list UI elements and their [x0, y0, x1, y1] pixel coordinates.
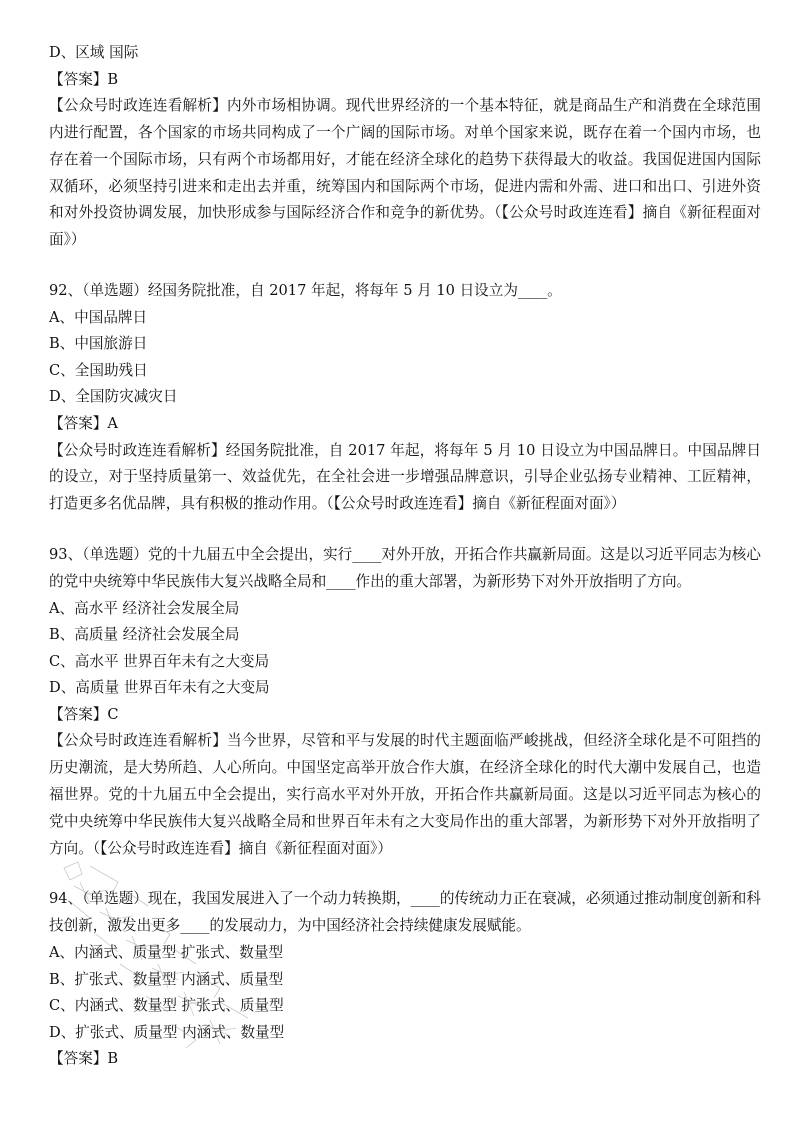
question-gap [49, 254, 761, 278]
q93-option-c: C、高水平 世界百年未有之大变局 [49, 652, 270, 670]
q94-option-c: C、内涵式、数量型 扩张式、质量型 [49, 997, 284, 1015]
q94-stem: 94、（单选题）现在，我国发展进入了一个动力转换期，____的传统动力正在衰减，必须通过推动制度创新和科技创新，激发出更多____的发展动力，为中国经济社会持续健康发展赋能。 [49, 890, 761, 935]
q93-option-d: D、高质量 世界百年未有之大变局 [49, 679, 270, 697]
q92-stem: 92、（单选题）经国务院批准，自 2017 年起，将每年 5 月 10 日设立为____。 [49, 281, 562, 299]
q93-option-b: B、高质量 经济社会发展全局 [49, 626, 240, 644]
q93-stem: 93、（单选题）党的十九届五中全会提出，实行____对外开放，开拓合作共赢新局面。这是以习近平同志为核心的党中央统筹中华民族伟大复兴战略全局和____作出的重大部署，为新形势下对外开放指明了方向。 [49, 545, 761, 590]
q92-option-c: C、全国助残日 [49, 361, 148, 379]
q91-answer: 【答案】B [49, 70, 119, 88]
q92-analysis: 【公众号时政连连看解析】经国务院批准，自 2017 年起，将每年 5 月 10 日设立为中国品牌日。中国品牌日的设立，对于坚持质量第一、效益优先，在全社会进一步增强品牌意识，引导企业弘扬专业精神、工匠精神，打造更多名优品牌，具有积极的推动作用。（【公众号时政连连看】摘自《新征程面对面》） [49, 441, 761, 513]
q94-answer: 【答案】B [49, 1050, 119, 1068]
q93-answer: 【答案】C [49, 705, 119, 723]
question-gap [49, 862, 761, 886]
question-gap [49, 518, 761, 542]
q92-answer: 【答案】A [49, 414, 118, 432]
q94-option-b: B、扩张式、数量型 内涵式、质量型 [49, 970, 284, 988]
q92-option-d: D、全国防灾减灾日 [49, 388, 178, 406]
document-content [49, 40, 761, 1073]
q91-analysis: 【公众号时政连连看解析】内外市场相协调。现代世界经济的一个基本特征，就是商品生产和消费在全球范围内进行配置，各个国家的市场共同构成了一个广阔的国际市场。对单个国家来说，既存在着一个国内市场，也存在着一个国际市场，只有两个市场都用好，才能在经济全球化的趋势下获得最大的收益。我国促进国内国际双循环，必须坚持引进来和走出去并重，统筹国内和国际两个市场，促进内需和外需、进口和出口、引进外资和对外投资协调发展，加快形成参与国际经济合作和竞争的新优势。（【公众号时政连连看】摘自《新征程面对面》） [49, 97, 761, 249]
q92-option-a: A、中国品牌日 [49, 308, 148, 326]
q94-option-a: A、内涵式、质量型 扩张式、数量型 [49, 944, 284, 962]
q91-option-d: D、区域 国际 [49, 44, 139, 61]
q94-option-d: D、扩张式、质量型 内涵式、数量型 [49, 1023, 285, 1041]
q93-analysis: 【公众号时政连连看解析】当今世界，尽管和平与发展的时代主题面临严峻挑战，但经济全球化是不可阻挡的历史潮流，是大势所趋、人心所向。中国坚定高举开放合作大旗，在经济全球化的时代大潮中发展自己，也造福世界。党的十九届五中全会提出，实行高水平对外开放，开拓合作共赢新局面。这是以习近平同志为核心的党中央统筹中华民族伟大复兴战略全局和世界百年未有之大变局作出的重大部署，为新形势下对外开放指明了方向。（【公众号时政连连看】摘自《新征程面对面》） [49, 732, 761, 857]
q93-option-a: A、高水平 经济社会发展全局 [49, 599, 240, 617]
q92-option-b: B、中国旅游日 [49, 335, 148, 353]
